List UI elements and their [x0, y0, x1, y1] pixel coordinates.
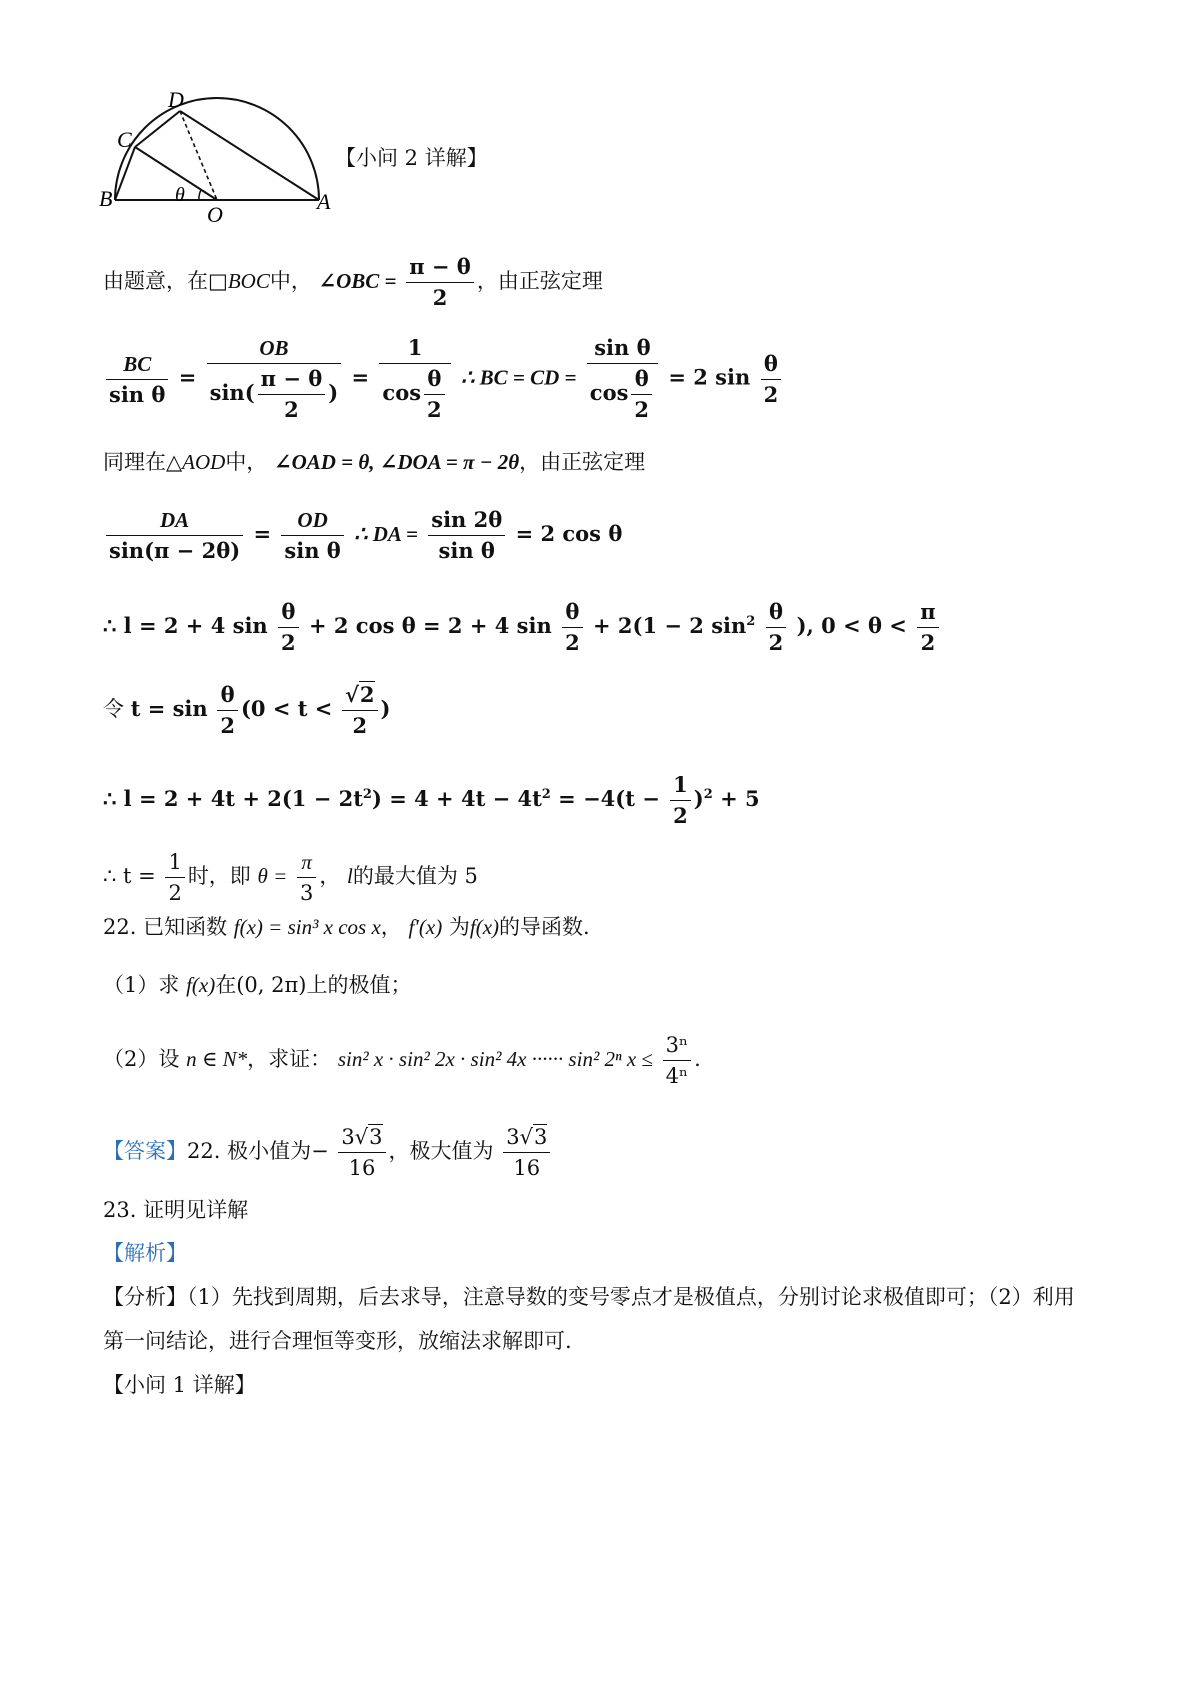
- line-obc-angle: [103, 252, 603, 313]
- answer-b: ，极大值为: [388, 1139, 494, 1163]
- l4-end: = 2 cos θ: [515, 521, 623, 546]
- l3-mid: 中，: [225, 450, 268, 474]
- q22-p1-d: (0, 2π): [236, 973, 307, 997]
- l8-a: ∴ t =: [103, 864, 156, 888]
- label-d: D: [168, 87, 184, 112]
- l5-f4-num: π: [917, 597, 938, 628]
- l8-f1-num: 1: [165, 847, 184, 878]
- q22-p2-frac-num: 3ⁿ: [663, 1030, 691, 1061]
- l2-f4-inner-num: θ: [631, 364, 652, 395]
- l1-box: □: [208, 269, 228, 293]
- l5-f4-den: 2: [920, 630, 936, 655]
- l5-f3-num: θ: [766, 597, 787, 628]
- l2-f2-inner-num: π − θ: [258, 364, 326, 395]
- l6-pre: 令: [103, 697, 124, 721]
- l2-f2-den-a: sin(: [209, 380, 255, 405]
- l8-frac2: [297, 847, 316, 908]
- l2-f2-inner-den: 2: [284, 397, 299, 422]
- q22-stem: [103, 912, 590, 942]
- q22-stem-b: f(x) = sin³ x cos x: [233, 915, 381, 939]
- l7-e2: 2: [541, 787, 551, 802]
- l8-f2-den: 3: [299, 881, 314, 905]
- l5-frac1: [278, 597, 299, 658]
- l6-f1-num: θ: [217, 680, 238, 711]
- semicircle-arc: [115, 98, 319, 200]
- l7-f-num: 1: [670, 770, 691, 801]
- l1-pre: 由题意，在: [103, 269, 208, 293]
- l2-frac3: [379, 333, 450, 425]
- l7-e: + 5: [720, 786, 760, 811]
- label-a: A: [317, 189, 331, 214]
- l2-f3-den: [379, 364, 450, 425]
- answer-frac-min: [338, 1122, 385, 1183]
- l4-f2-den: sin θ: [284, 538, 341, 563]
- l6-frac1: [217, 680, 238, 741]
- geometry-figure: [95, 85, 355, 245]
- l3-pre: 同理在: [103, 450, 166, 474]
- l2-f2-num: OB: [207, 333, 342, 364]
- line-substitution: [103, 680, 390, 741]
- l5-f2-den: 2: [565, 630, 580, 655]
- l8-d: ，: [319, 864, 341, 888]
- l2-f2-den: [207, 364, 342, 425]
- l8-frac1: [165, 847, 184, 908]
- l5-f3-den: 2: [768, 630, 784, 655]
- l7-e1: 2: [362, 787, 372, 802]
- answer-frac-min-den: 16: [348, 1156, 376, 1180]
- l2-f5-den: 2: [763, 381, 779, 407]
- answer-frac-min-coef: 3: [341, 1125, 355, 1149]
- answer-minus: −: [311, 1139, 329, 1163]
- line-quadratic: [103, 770, 760, 831]
- q22-p2-d: sin² x · sin² 2x · sin² 4x ······ sin² 2ⁿ x ≤: [337, 1047, 653, 1071]
- q22-p2-frac-den: 4ⁿ: [665, 1064, 689, 1088]
- l4-f3-den: sin θ: [438, 538, 495, 563]
- q22-p1-a: （1）求: [103, 973, 180, 997]
- l2-f3-num: 1: [379, 333, 450, 364]
- q22-p1-c: 在: [215, 973, 237, 997]
- chord-da: [180, 111, 319, 200]
- q22-p2-c: ，求证：: [247, 1047, 332, 1071]
- l7-c: = −4(t −: [558, 786, 660, 811]
- l2-f4-inner-den: 2: [634, 397, 650, 422]
- q22-p1-b: f(x): [186, 973, 216, 997]
- l2-f1-num: BC: [106, 349, 168, 380]
- l2-f3-inner-den: 2: [427, 397, 442, 422]
- l2-f4-num: sin θ: [587, 333, 658, 364]
- answer-frac-max-radicand: 3: [533, 1125, 548, 1149]
- l6-f2-num: √2: [342, 680, 377, 711]
- subq2-header: 【小问 2 详解】: [335, 146, 488, 170]
- answer-frac-max-coef: 3: [506, 1125, 520, 1149]
- l1-mid: 中，: [269, 269, 312, 293]
- l6-a: t = sin: [130, 696, 208, 721]
- l1-angle: ∠OBC =: [318, 269, 397, 293]
- l7-f-den: 2: [673, 803, 688, 828]
- l8-f: 的最大值为 5: [352, 864, 478, 888]
- l4-frac2: [281, 505, 343, 566]
- label-theta: θ: [175, 184, 185, 206]
- answer-frac-min-num: 3√3: [338, 1122, 385, 1153]
- l5-b: + 2 cos θ = 2 + 4 sin: [308, 613, 552, 638]
- line-l-expression: [103, 597, 942, 658]
- l7-d: ): [693, 786, 704, 811]
- l2-mid: ∴ BC = CD =: [460, 365, 577, 390]
- l4-f3-num: sin 2θ: [428, 505, 505, 536]
- q23-answer: 23. 证明见详解: [103, 1198, 249, 1222]
- l2-frac1: [106, 349, 168, 410]
- q22-stem-f: f(x): [469, 915, 500, 939]
- q22-stem-a: 22. 已知函数: [103, 915, 228, 939]
- l8-e: l: [347, 864, 353, 888]
- l7-e3: 2: [703, 787, 713, 802]
- q22-p1-e: 上的极值；: [306, 973, 412, 997]
- l3-tri: △AOD: [166, 450, 226, 474]
- l2-f3-inner-num: θ: [424, 364, 445, 395]
- l6-f2-den: 2: [352, 713, 368, 738]
- l4-f1-den: sin(π − 2θ): [109, 538, 241, 563]
- l5-f2-num: θ: [562, 597, 583, 628]
- l2-eq1: =: [178, 364, 197, 390]
- l7-frac: [670, 770, 691, 831]
- q22-p2-b: n ∈ N*: [186, 1047, 248, 1071]
- answer-frac-max: [503, 1122, 550, 1183]
- l5-c: + 2(1 − 2 sin: [593, 613, 747, 638]
- q22-p2-end: .: [694, 1047, 701, 1071]
- l8-c: θ =: [257, 864, 288, 888]
- l2-frac4: [587, 333, 658, 425]
- label-o: O: [207, 202, 223, 227]
- l5-a: ∴ l = 2 + 4 sin: [103, 613, 268, 638]
- l2-f3-inner: [424, 364, 445, 425]
- l2-eq2: =: [351, 364, 370, 390]
- l6-f2-radicand: 2: [359, 682, 375, 707]
- l2-f2-den-b: ): [328, 380, 339, 405]
- l1-frac-num: π − θ: [406, 252, 474, 283]
- q22-stem-e: 为: [448, 915, 470, 939]
- segment-do-dashed: [180, 111, 217, 200]
- l2-f4-den: [587, 364, 658, 425]
- l5-f1-num: θ: [278, 597, 299, 628]
- l2-f2-inner: [258, 364, 326, 425]
- line-aod: [103, 447, 645, 477]
- l3-post: ，由正弦定理: [519, 450, 646, 474]
- l2-frac2: [207, 333, 342, 425]
- line-max-value: [103, 847, 478, 908]
- l1-frac-den: 2: [432, 285, 448, 310]
- l7-a: ∴ l = 2 + 4t + 2(1 − 2t: [103, 786, 363, 811]
- line-da: [103, 505, 622, 566]
- l5-c-exp: 2: [746, 614, 756, 629]
- answer-frac-min-radicand: 3: [369, 1125, 383, 1149]
- l2-f4-den-a: cos: [589, 380, 629, 405]
- l8-f1-den: 2: [168, 881, 182, 905]
- l7-b: ) = 4 + 4t − 4t: [371, 786, 542, 811]
- analysis-fenxi-line1: 【分析】（1）先找到周期，后去求导，注意导数的变号零点才是极值点，分别讨论求极值即可；（2）利用: [103, 1285, 1075, 1309]
- answer-line: [103, 1122, 553, 1183]
- l4-f1-num: DA: [106, 505, 243, 536]
- l5-frac4: [917, 597, 938, 658]
- answer-frac-max-num: 3√3: [503, 1122, 550, 1153]
- line-bc-cd: [103, 333, 784, 425]
- label-b: B: [99, 186, 113, 211]
- l2-f1-den: sin θ: [109, 381, 166, 407]
- l2-eq3: = 2 sin: [668, 364, 751, 390]
- l5-frac2: [562, 597, 583, 658]
- q22-stem-d: f′(x): [408, 915, 443, 939]
- l6-c: ): [380, 696, 391, 721]
- answer-a: 22. 极小值为: [187, 1139, 312, 1163]
- l1-tri: BOC: [227, 269, 270, 293]
- l2-f3-den-a: cos: [382, 380, 422, 405]
- label-c: C: [117, 127, 132, 152]
- q22-p2-frac: [663, 1030, 691, 1091]
- answer-frac-max-den: 16: [513, 1156, 541, 1180]
- subq1-header: 【小问 1 详解】: [103, 1373, 256, 1397]
- answer-tag: 【答案】: [103, 1139, 187, 1163]
- l6-frac2: [342, 680, 377, 741]
- l4-frac3: [428, 505, 505, 566]
- q22-part2: [103, 1030, 701, 1091]
- angle-theta-arc: [199, 190, 201, 200]
- q22-stem-g: 的导函数.: [499, 915, 590, 939]
- l8-b: 时，即: [187, 864, 251, 888]
- l4-f2-num: OD: [281, 505, 343, 536]
- l6-b: (0 < t <: [241, 696, 333, 721]
- q22-p2-a: （2）设: [103, 1047, 180, 1071]
- l2-f5-num: θ: [761, 349, 782, 380]
- l1-post: ，由正弦定理: [476, 269, 603, 293]
- analysis-tag: 【解析】: [103, 1241, 187, 1265]
- l8-f2-num: π: [297, 847, 316, 878]
- q22-part1: [103, 970, 411, 1000]
- l6-f1-den: 2: [220, 713, 235, 738]
- l2-f4-inner: [631, 364, 652, 425]
- l5-frac3: [766, 597, 787, 658]
- l4-mid: ∴ DA =: [354, 522, 418, 546]
- l1-frac: [406, 252, 474, 313]
- analysis-fenxi-line2: 第一问结论，进行合理恒等变形，放缩法求解即可.: [103, 1329, 572, 1353]
- l3-math: ∠OAD = θ, ∠DOA = π − 2θ: [274, 450, 520, 474]
- l4-eq1: =: [253, 521, 272, 546]
- q22-stem-c: ，: [380, 915, 402, 939]
- l2-frac5: [761, 349, 782, 410]
- l5-d: ), 0 < θ <: [796, 613, 907, 638]
- l5-f1-den: 2: [281, 630, 296, 655]
- l4-frac1: [106, 505, 243, 566]
